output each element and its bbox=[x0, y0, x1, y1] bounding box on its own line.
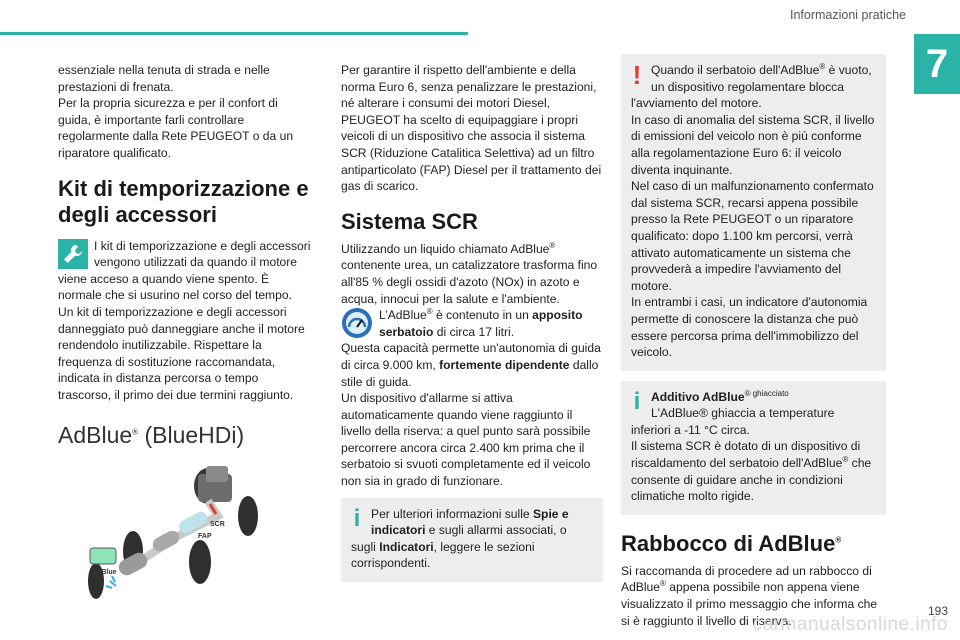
tank-text: L’AdBlue® è contenuto in un apposito serbatoio di circa 17 litri. bbox=[379, 307, 583, 339]
info-icon: i bbox=[633, 387, 641, 415]
scr-text: Utilizzando un liquido chiamato AdBlue® contenente urea, un catalizzatore trasforma fino all'85 % degli ossidi d'azoto (NOx) in azoto e acqua, innocui per la salute e l'ambiente. bbox=[341, 240, 598, 306]
section-title: Informazioni pratiche bbox=[789, 8, 906, 22]
freeze-text-1: L'AdBlue® ghiaccia a temperature inferiori a -11 °C circa. bbox=[631, 406, 835, 437]
page-header bbox=[0, 0, 960, 36]
freeze-info-box bbox=[621, 381, 886, 515]
fuel-gauge-icon bbox=[341, 307, 373, 339]
fap-label: FAP bbox=[198, 532, 212, 540]
watermark: carmanualsonline.info bbox=[752, 614, 948, 635]
freeze-text-2: Il sistema SCR è dotato di un dispositivo di riscaldamento del serbatoio dell'AdBlue® che consente di guidare anche in condizioni climatiche molto rigide. bbox=[631, 439, 872, 504]
info-text: Per ulteriori informazioni sulle Spie e indicatori e sugli allarmi associati, o sugli Indicatori, leggere le sezioni corrispondenti. bbox=[351, 506, 569, 571]
page-number: 193 bbox=[927, 604, 948, 618]
column-left bbox=[58, 62, 313, 626]
warning-text-4: In entrambi i casi, un indicatore d'autonomia permette di conoscere la distanza che può essere percorsa prima dell'immobilizzo del veicolo. bbox=[631, 295, 868, 360]
wrench-icon bbox=[58, 239, 88, 269]
adblue-label: AdBlue bbox=[92, 568, 117, 576]
refill-text: Si raccomanda di procedere ad un rabbocco di AdBlue® appena possibile non appena viene visualizzato il primo messaggio che informa che si è raggiunto il livello di riserva. bbox=[621, 563, 878, 628]
refill-heading: Rabbocco di AdBlue® bbox=[621, 530, 842, 556]
timing-text-2: Un kit di temporizzazione e degli accessori danneggiato può danneggiare anche il motore rendendolo inutilizzabile. Rispettare la frequenza di sostituzione raccomandata, indicata in distanza percorsa o tempo trascorso, il primo dei due termini raggiunto. bbox=[58, 304, 305, 402]
exhaust-system-illustration bbox=[88, 456, 258, 626]
intro-paragraph-1: essenziale nella tenuta di strada e nelle prestazioni di frenata. bbox=[58, 63, 270, 94]
tank-section bbox=[341, 307, 603, 390]
warning-icon: ! bbox=[632, 60, 642, 90]
timing-heading: Kit di temporizzazione e degli accessori bbox=[58, 175, 309, 227]
warning-text-1: Quando il serbatoio dell'AdBlue® è vuoto, un dispositivo regolamentare blocca l'avviamento del motore. bbox=[631, 61, 872, 111]
autonomy-text: Questa capacità permette un'autonomia di guida di circa 9.000 km, fortemente dipendente dallo stile di guida. bbox=[341, 341, 601, 389]
freeze-title: Additivo AdBlue$^{® ghiacciato}$ bbox=[651, 388, 789, 404]
timing-section bbox=[58, 238, 313, 404]
info-icon: i bbox=[353, 504, 361, 532]
warning-text-3: Nel caso di un malfunzionamento confermato dal sistema SCR, recarsi appena possibile presso la Rete PEUGEOT o un riparatore qualificato: dopo 1.100 km percorsi, verrà attivato automaticamente un sistema che provvederà a impedire l'avviamento del motore. bbox=[631, 179, 874, 293]
intro-paragraph-2: Per la propria sicurezza e per il confort di guida, è importante farli controllare regolarmente dalla Rete PEUGEOT o da un riparatore qualificato. bbox=[58, 96, 294, 160]
intro-paragraph: Per garantire il rispetto dell'ambiente e della norma Euro 6, senza penalizzare le prestazioni, né alterare i consumi dei motori Diesel, PEUGEOT ha scelto di equipaggiare i propri veicoli di un dispositivo che associa il sistema SCR (Riduzione Catalitica Selettiva) ad un filtro antiparticolato (FAP) Diesel per il trattamento dei gas di scarico. bbox=[341, 63, 602, 194]
scr-label: SCR bbox=[210, 520, 225, 528]
exhaust-system-figure bbox=[88, 456, 248, 626]
chapter-number-tab: 7 bbox=[914, 34, 960, 94]
timing-text: I kit di temporizzazione e degli accessori vengono utilizzati da quando il motore viene acceso a quando viene spento. È normale che si usurino nel corso del tempo. bbox=[58, 238, 311, 303]
warning-box bbox=[621, 54, 886, 371]
info-box bbox=[341, 498, 603, 582]
scr-heading: Sistema SCR bbox=[341, 208, 478, 234]
header-rule bbox=[0, 32, 468, 35]
column-right bbox=[621, 62, 886, 629]
warning-text-2: In caso di anomalia del sistema SCR, il livello di emissioni del veicolo non è più conforme alla regolamentazione Euro 6: il veicolo diventa inquinante. bbox=[631, 112, 875, 177]
alarm-text: Un dispositivo d'allarme si attiva automaticamente quando viene raggiunto il livello della riserva: a quel punto sarà possibile percorrere ancora circa 2.400 km prima che il serbatoio si svuoti completamente ed il veicolo non sia in grado di funzionare. bbox=[341, 391, 591, 489]
column-middle bbox=[341, 62, 603, 582]
adblue-heading: AdBlue® (BlueHDi) bbox=[58, 421, 245, 448]
